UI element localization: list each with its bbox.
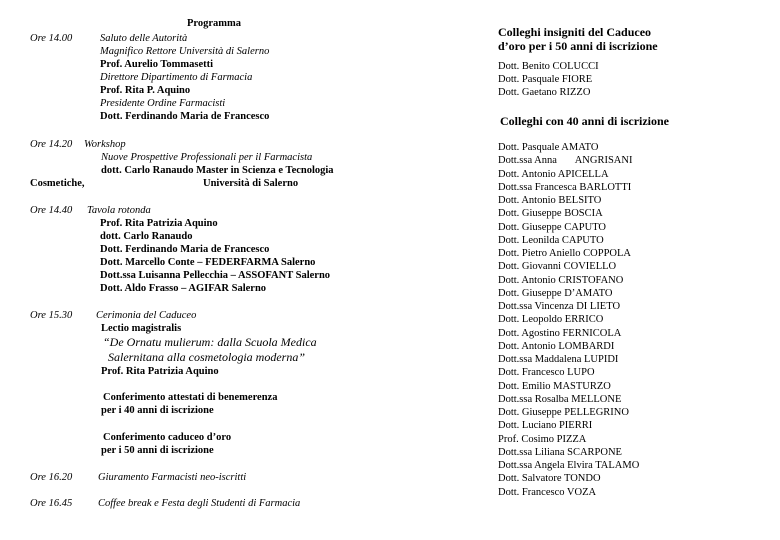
tavola-title: Tavola rotonda (87, 205, 151, 216)
tavola-line: Dott.ssa Luisanna Pellecchia – ASSOFANT Salerno (100, 270, 331, 281)
time-1645: Ore 16.45 (30, 498, 73, 509)
tavola-line: Prof. Rita Patrizia Aquino (100, 218, 218, 229)
workshop-line: Università di Salerno (203, 178, 299, 189)
saluto-line: Magnifico Rettore Università di Salerno (100, 46, 270, 57)
list-item: Dott. Francesco LUPO (498, 367, 595, 379)
list-item: Dott. Giuseppe CAPUTO (498, 221, 607, 233)
list-item: Dott. Francesco VOZA (498, 486, 597, 498)
saluto-title: Saluto delle Autorità (100, 33, 188, 44)
list-item: Dott. Emilio MASTURZO (498, 380, 611, 392)
heading-caduceo: Colleghi insigniti del Caduceo (498, 25, 652, 39)
list-item: Dott. Giovanni COVIELLO (498, 261, 617, 273)
list-item: Dott. Giuseppe D’AMATO (498, 287, 613, 299)
programma-title: Programma (187, 18, 242, 29)
lectio-quote: “De Ornatu mulierum: dalla Scuola Medica (103, 335, 317, 349)
time-1400: Ore 14.00 (30, 33, 73, 44)
list-item: Prof. Cosimo PIZZA (498, 433, 587, 445)
list-item: Dott.ssa Rosalba MELLONE (498, 393, 622, 405)
list-item: Dott. Luciano PIERRI (498, 420, 593, 432)
list-item: Dott. Antonio APICELLA (498, 168, 609, 180)
colleghi-40-list (498, 141, 639, 499)
tavola-line: Dott. Aldo Frasso – AGIFAR Salerno (100, 283, 267, 294)
list-item: Dott.ssa Anna ANGRISANI (498, 155, 633, 167)
tavola-line: Dott. Ferdinando Maria de Francesco (100, 244, 270, 255)
list-item: Dott. Antonio LOMBARDI (498, 340, 615, 352)
list-item: Dott.ssa Angela Elvira TALAMO (498, 460, 640, 471)
workshop-line: dott. Carlo Ranaudo Master in Scienza e Tecnologia (101, 165, 334, 176)
conferimento-benemerenza: Conferimento attestati di benemerenza (103, 392, 278, 403)
list-item: Dott. Leopoldo ERRICO (498, 314, 604, 326)
workshop-title: Workshop (84, 139, 126, 150)
list-item: Dott. Benito COLUCCI (498, 61, 599, 72)
workshop-line: Nuove Prospettive Professionali per il Farmacista (101, 152, 313, 163)
coffee-break: Coffee break e Festa degli Studenti di Farmacia (98, 498, 301, 509)
saluto-line: Presidente Ordine Farmacisti (100, 98, 226, 109)
tavola-line: Dott. Marcello Conte – FEDERFARMA Salerno (100, 257, 316, 268)
saluto-line: Prof. Aurelio Tommasetti (100, 59, 214, 70)
lectio-quote: Salernitana alla cosmetologia moderna” (108, 350, 305, 364)
list-item: Dott. Giuseppe PELLEGRINO (498, 407, 629, 418)
giuramento: Giuramento Farmacisti neo-iscritti (98, 472, 247, 483)
tavola-line: dott. Carlo Ranaudo (100, 231, 193, 242)
heading-caduceo-sub: d’oro per i 50 anni di iscrizione (498, 39, 658, 53)
list-item: Dott. Pasquale AMATO (498, 142, 599, 153)
lectio-speaker: Prof. Rita Patrizia Aquino (101, 366, 219, 377)
workshop-line: Cosmetiche, (30, 178, 85, 189)
list-item: Dott. Leonilda CAPUTO (498, 234, 604, 246)
lectio-label: Lectio magistralis (101, 323, 182, 334)
saluto-line: Dott. Ferdinando Maria de Francesco (100, 111, 270, 122)
list-item: Dott. Pietro Aniello COPPOLA (498, 248, 632, 259)
saluto-line: Prof. Rita P. Aquino (100, 85, 191, 96)
list-item: Dott. Gaetano RIZZO (498, 87, 591, 98)
heading-40-anni: Colleghi con 40 anni di iscrizione (500, 114, 670, 128)
list-item: Dott.ssa Francesca BARLOTTI (498, 181, 632, 193)
list-item: Dott.ssa Maddalena LUPIDI (498, 354, 619, 365)
time-1530: Ore 15.30 (30, 310, 73, 321)
saluto-line: Direttore Dipartimento di Farmacia (100, 72, 253, 83)
time-1620: Ore 16.20 (30, 472, 73, 483)
conferimento-caduceo: Conferimento caduceo d’oro (103, 432, 232, 443)
conferimento-benemerenza-sub: per i 40 anni di iscrizione (101, 405, 214, 416)
list-item: Dott. Antonio CRISTOFANO (498, 274, 624, 286)
cerimonia-title: Cerimonia del Caduceo (96, 310, 197, 321)
time-1440: Ore 14.40 (30, 205, 73, 216)
list-item: Dott.ssa Liliana SCARPONE (498, 446, 622, 458)
list-item: Dott. Giuseppe BOSCIA (498, 208, 603, 220)
list-item: Dott. Agostino FERNICOLA (498, 327, 622, 339)
conferimento-caduceo-sub: per i 50 anni di iscrizione (101, 445, 214, 456)
list-item: Dott. Pasquale FIORE (498, 74, 593, 85)
time-1420: Ore 14.20 (30, 139, 73, 150)
list-item: Dott.ssa Vincenza DI LIETO (498, 301, 621, 312)
list-item: Dott. Antonio BELSITO (498, 195, 602, 206)
list-item: Dott. Salvatore TONDO (498, 473, 601, 485)
